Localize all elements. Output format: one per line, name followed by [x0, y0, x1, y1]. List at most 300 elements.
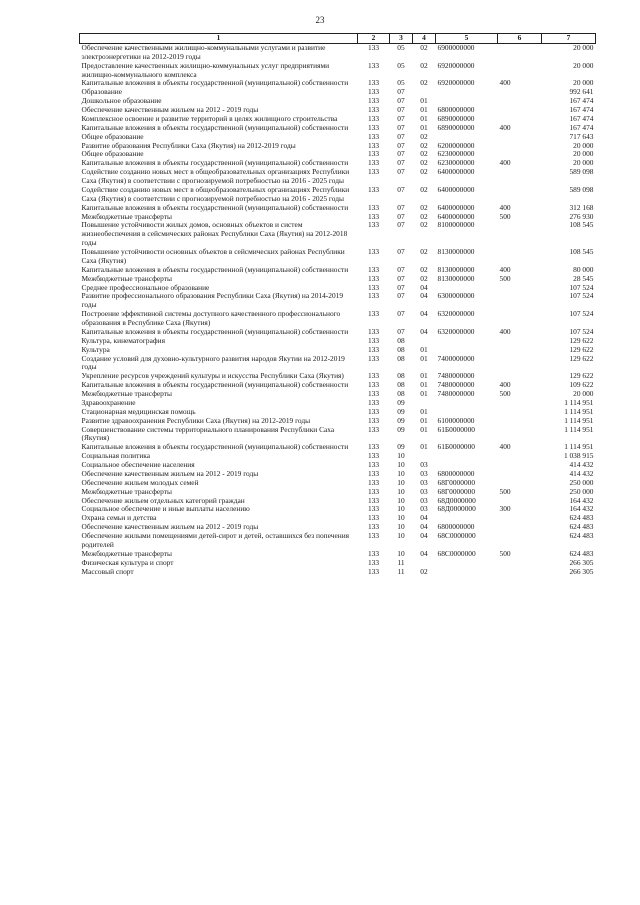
column-header: 6 [498, 34, 542, 44]
row-section-code: 11 [397, 557, 405, 567]
row-description: Стационарная медицинская помощь [81, 406, 196, 416]
row-section-code: 10 [397, 513, 405, 523]
row-amount: 164 432 [569, 495, 594, 505]
row-target-article: 68С0000000 [437, 531, 476, 540]
row-subsection-code: 03 [420, 477, 428, 487]
row-target-article [436, 452, 498, 461]
row-subsection-code: 01 [420, 442, 428, 452]
row-expense-type [498, 310, 542, 328]
row-section-code: 08 [397, 344, 405, 354]
row-subsection-code: 03 [420, 486, 428, 496]
row-expense-type [498, 106, 542, 115]
row-description: Обеспечение качественными жилищно-коммунальными услугами и развитие электроэнергетики на 2012-2019 годы [81, 42, 326, 61]
row-ministry-code: 133 [367, 326, 380, 336]
table-row [80, 532, 596, 550]
row-target-article: 6100000000 [437, 415, 475, 425]
row-description: Обеспечение качественным жильем на 2012 - 2019 годы [81, 105, 259, 114]
row-expense-type [498, 461, 542, 470]
row-subsection-code: 02 [420, 273, 428, 283]
row-subsection-code: 02 [420, 131, 428, 141]
row-description: Капитальные вложения в объекты государственной (муниципальной) собственности [81, 202, 349, 212]
table-row [80, 43, 596, 61]
row-ministry-code: 133 [367, 460, 380, 469]
row-amount: 20 000 [573, 42, 594, 52]
row-subsection-code: 02 [420, 247, 428, 256]
row-amount: 20 000 [573, 389, 594, 398]
page-number: 23 [315, 15, 325, 25]
row-amount: 129 622 [569, 335, 594, 345]
row-section-code: 07 [397, 122, 405, 132]
row-ministry-code: 133 [367, 149, 380, 159]
row-subsection-code: 02 [420, 60, 428, 70]
header-row [80, 34, 596, 44]
row-ministry-code: 133 [367, 451, 380, 461]
row-amount: 717 643 [569, 131, 594, 141]
row-description: Развитие профессионального образования Республики Саха (Якутия) на 2014-2019 годы [81, 291, 344, 310]
row-subsection-code: 02 [420, 264, 428, 274]
row-amount: 1 114 951 [564, 424, 594, 434]
row-ministry-code: 133 [367, 96, 380, 106]
row-ministry-code: 133 [367, 486, 380, 496]
row-section-code: 10 [397, 451, 405, 461]
table-row [80, 221, 596, 248]
row-target-article [436, 399, 498, 408]
row-target-article: 6890000000 [437, 122, 475, 132]
row-target-article: 6920000000 [437, 60, 475, 70]
row-section-code: 11 [397, 566, 405, 576]
row-amount: 80 000 [573, 264, 594, 274]
row-section-code: 10 [397, 477, 405, 487]
row-ministry-code: 133 [367, 531, 380, 540]
row-description: Обеспечение качественным жильем на 2012 - 2019 годы [81, 468, 259, 478]
row-description: Повышение устойчивости основных объектов в сейсмических районах Республики Саха (Якутия) [81, 247, 345, 265]
row-ministry-code: 133 [367, 344, 380, 354]
row-description: Межбюджетные трансферты [81, 389, 172, 398]
row-expense-type [498, 43, 542, 61]
row-description: Капитальные вложения в объекты государственной (муниципальной) собственности [81, 442, 349, 452]
row-expense-type: 400 [499, 326, 511, 336]
row-subsection-code: 03 [420, 460, 428, 469]
row-expense-type: 500 [499, 548, 511, 558]
row-amount: 1 114 951 [564, 406, 594, 416]
row-amount: 109 622 [569, 380, 594, 390]
row-subsection-code: 01 [420, 96, 428, 106]
row-description: Социальное обеспечение населения [81, 460, 195, 469]
row-description: Предоставление качественных жилищно-коммунальных услуг предприятиями жилищно-коммунального комплекса [81, 60, 330, 79]
row-amount: 107 524 [569, 291, 594, 301]
row-target-article: 8130000000 [437, 273, 475, 283]
table-row [80, 390, 596, 399]
row-target-article: 61Б0000000 [437, 442, 476, 452]
row-ministry-code: 133 [367, 247, 380, 256]
row-amount: 20 000 [573, 60, 594, 70]
row-amount: 167 474 [569, 122, 594, 132]
row-description: Совершенствование системы территориального планирования Республики Саха (Якутия) [81, 424, 335, 443]
row-amount: 624 483 [569, 548, 594, 558]
row-description: Капитальные вложения в объекты государственной (муниципальной) собственности [81, 122, 349, 132]
row-description: Капитальные вложения в объекты государственной (муниципальной) собственности [81, 264, 349, 274]
row-subsection-code: 01 [420, 122, 428, 132]
row-expense-type: 500 [499, 273, 511, 283]
row-target-article: 6400000000 [437, 202, 475, 212]
row-ministry-code: 133 [367, 371, 380, 381]
table-row [80, 142, 596, 151]
row-target-article: 6890000000 [437, 113, 475, 123]
row-amount: 107 524 [569, 326, 594, 336]
row-description: Капитальные вложения в объекты государственной (муниципальной) собственности [81, 158, 349, 168]
row-subsection-code: 04 [420, 548, 428, 558]
row-description: Развитие здравоохранения Республики Саха (Якутия) на 2012-2019 годы [81, 415, 311, 425]
row-description: Физическая культура и спорт [81, 557, 174, 567]
row-amount: 107 524 [569, 309, 594, 319]
row-ministry-code: 133 [367, 113, 380, 123]
row-section-code: 07 [397, 282, 405, 292]
row-section-code: 07 [397, 247, 405, 256]
row-amount: 1 114 951 [564, 397, 594, 407]
row-ministry-code: 133 [367, 557, 380, 567]
row-section-code: 08 [397, 335, 405, 345]
row-target-article: 68Г0000000 [437, 486, 476, 496]
row-section-code: 07 [397, 326, 405, 336]
row-description: Культура [81, 344, 110, 354]
row-section-code: 09 [397, 415, 405, 425]
row-subsection-code: 03 [420, 468, 428, 478]
row-subsection-code: 03 [420, 495, 428, 505]
row-description: Построение эффективной системы доступного качественного профессионального образования в Республике Саха (Якутия) [81, 309, 341, 327]
row-ministry-code: 133 [367, 548, 380, 558]
row-section-code: 07 [397, 167, 405, 177]
row-amount: 167 474 [569, 96, 594, 106]
row-target-article: 6800000000 [437, 105, 475, 114]
row-expense-type [498, 248, 542, 266]
row-ministry-code: 133 [367, 477, 380, 487]
row-target-article: 68С0000000 [437, 548, 476, 558]
row-amount: 414 432 [569, 468, 594, 478]
row-subsection-code: 02 [420, 211, 428, 221]
row-target-article: 7480000000 [437, 389, 475, 398]
row-description: Повышение устойчивости жилых домов, основных объектов и систем жизнеобеспечения в сейсмических районах Республики Саха (Якутия) на 2012-2018 годы [81, 220, 348, 248]
row-section-code: 07 [397, 202, 405, 212]
row-amount: 129 622 [569, 371, 594, 381]
row-expense-type: 500 [499, 211, 511, 221]
row-ministry-code: 133 [367, 184, 380, 194]
row-expense-type [498, 221, 542, 248]
row-description: Капитальные вложения в объекты государственной (муниципальной) собственности [81, 326, 349, 336]
row-description: Капитальные вложения в объекты государственной (муниципальной) собственности [81, 78, 349, 88]
row-subsection-code: 01 [420, 415, 428, 425]
row-target-article: 68Д0000000 [437, 495, 476, 505]
row-target-article [436, 88, 498, 97]
row-section-code: 07 [397, 309, 405, 319]
row-amount: 276 930 [569, 211, 594, 221]
row-description: Комплексное освоение и развитие территорий в целях жилищного строительства [81, 113, 338, 123]
row-amount: 266 305 [569, 557, 594, 567]
row-section-code: 10 [397, 531, 405, 540]
row-subsection-code: 04 [420, 291, 428, 301]
row-description: Межбюджетные трансферты [81, 273, 172, 283]
row-target-article [436, 568, 498, 577]
row-target-article: 6320000000 [437, 326, 475, 336]
row-target-article: 6300000000 [437, 291, 475, 301]
row-amount: 1 114 951 [564, 442, 594, 452]
column-header: 3 [390, 34, 413, 44]
table-row [80, 292, 596, 310]
row-subsection-code: 02 [420, 220, 428, 230]
table-row [80, 186, 596, 204]
row-ministry-code: 133 [367, 264, 380, 274]
row-section-code: 10 [397, 468, 405, 478]
row-target-article: 6800000000 [437, 522, 475, 532]
row-expense-type [498, 97, 542, 106]
row-section-code: 07 [397, 211, 405, 221]
row-subsection-code: 02 [420, 78, 428, 88]
row-ministry-code: 133 [367, 202, 380, 212]
row-subsection-code: 02 [420, 167, 428, 177]
row-amount: 28 545 [573, 273, 594, 283]
row-target-article [436, 337, 498, 346]
row-expense-type [498, 88, 542, 97]
row-ministry-code: 133 [367, 513, 380, 523]
row-amount: 20 000 [573, 149, 594, 159]
row-ministry-code: 133 [367, 158, 380, 168]
budget-table [79, 33, 596, 576]
row-subsection-code: 01 [420, 371, 428, 381]
table-row [80, 559, 596, 568]
row-description: Развитие образования Республики Саха (Якутия) на 2012-2019 годы [81, 140, 296, 150]
row-description: Создание условий для духовно-культурного развития народов Якутии на 2012-2019 годы [81, 353, 345, 372]
row-section-code: 07 [397, 131, 405, 141]
row-section-code: 05 [397, 78, 405, 88]
row-expense-type: 400 [499, 380, 511, 390]
row-subsection-code: 02 [420, 149, 428, 159]
row-ministry-code: 133 [367, 442, 380, 452]
row-ministry-code: 133 [367, 131, 380, 141]
row-expense-type [498, 408, 542, 417]
row-target-article: 61Б0000000 [437, 424, 476, 434]
row-target-article: 6320000000 [437, 309, 475, 319]
row-section-code: 07 [397, 264, 405, 274]
row-expense-type: 400 [499, 202, 511, 212]
row-ministry-code: 133 [367, 335, 380, 345]
row-section-code: 07 [397, 140, 405, 150]
row-section-code: 05 [397, 60, 405, 70]
row-section-code: 10 [397, 460, 405, 469]
row-section-code: 09 [397, 442, 405, 452]
row-expense-type [498, 470, 542, 479]
table-row [80, 62, 596, 80]
row-subsection-code: 02 [420, 202, 428, 212]
row-amount: 164 432 [569, 504, 594, 514]
row-subsection-code: 03 [420, 504, 428, 514]
row-ministry-code: 133 [367, 140, 380, 150]
row-expense-type [498, 568, 542, 577]
row-expense-type [498, 62, 542, 80]
column-header: 2 [358, 34, 390, 44]
row-subsection-code: 01 [420, 406, 428, 416]
row-section-code: 07 [397, 184, 405, 194]
row-subsection-code: 02 [420, 42, 428, 52]
column-header: 1 [80, 34, 358, 44]
row-expense-type [498, 142, 542, 151]
row-ministry-code: 133 [367, 273, 380, 283]
row-target-article: 7400000000 [437, 353, 475, 363]
row-ministry-code: 133 [367, 291, 380, 301]
table-row [80, 310, 596, 328]
row-subsection-code: 04 [420, 522, 428, 532]
row-subsection-code: 02 [420, 566, 428, 576]
row-subsection-code: 01 [420, 113, 428, 123]
row-subsection-code: 01 [420, 353, 428, 363]
row-ministry-code: 133 [367, 406, 380, 416]
row-expense-type [498, 514, 542, 523]
row-ministry-code: 133 [367, 397, 380, 407]
row-section-code: 07 [397, 149, 405, 159]
row-amount: 624 483 [569, 513, 594, 523]
row-expense-type [498, 426, 542, 444]
row-section-code: 10 [397, 495, 405, 505]
row-amount: 312 168 [569, 202, 594, 212]
row-expense-type [498, 186, 542, 204]
row-expense-type [498, 284, 542, 293]
row-expense-type [498, 399, 542, 408]
row-ministry-code: 133 [367, 78, 380, 88]
row-description: Межбюджетные трансферты [81, 548, 172, 558]
row-description: Охрана семьи и детства [81, 513, 157, 523]
table-body [80, 43, 596, 576]
row-description: Обеспечение жильем молодых семей [81, 477, 199, 487]
row-subsection-code: 02 [420, 184, 428, 194]
row-amount: 167 474 [569, 113, 594, 123]
row-subsection-code: 04 [420, 531, 428, 540]
row-expense-type [498, 532, 542, 550]
row-subsection-code: 01 [420, 389, 428, 398]
row-amount: 414 432 [569, 460, 594, 469]
row-section-code: 10 [397, 486, 405, 496]
row-ministry-code: 133 [367, 353, 380, 363]
row-amount: 992 641 [569, 87, 594, 97]
table-row [80, 248, 596, 266]
row-ministry-code: 133 [367, 495, 380, 505]
row-amount: 1 114 951 [564, 415, 594, 425]
row-ministry-code: 133 [367, 211, 380, 221]
table-row [80, 337, 596, 346]
table-row [80, 426, 596, 444]
row-description: Обеспечение качественным жильем на 2012 - 2019 годы [81, 522, 259, 532]
row-section-code: 08 [397, 371, 405, 381]
row-expense-type [498, 452, 542, 461]
row-amount: 20 000 [573, 78, 594, 88]
table-row [80, 355, 596, 373]
column-header: 7 [542, 34, 596, 44]
row-subsection-code: 02 [420, 158, 428, 168]
row-target-article: 6230000000 [437, 149, 475, 159]
row-description: Содействие созданию новых мест в общеобразовательных организациях Республики Саха (Якутия) в соответствии с прогнозируемой потребностью на 2016 - 2025 годы [81, 167, 350, 185]
row-target-article: 8130000000 [437, 264, 475, 274]
row-description: Межбюджетные трансферты [81, 486, 172, 496]
row-amount: 129 622 [569, 353, 594, 363]
row-expense-type: 400 [499, 158, 511, 168]
row-subsection-code: 04 [420, 282, 428, 292]
row-expense-type [498, 292, 542, 310]
row-expense-type [498, 417, 542, 426]
row-description: Социальное обеспечение и иные выплаты населению [81, 504, 250, 514]
row-amount: 107 524 [569, 282, 594, 292]
row-expense-type [498, 168, 542, 186]
row-section-code: 07 [397, 96, 405, 106]
row-subsection-code: 04 [420, 513, 428, 523]
row-target-article: 6900000000 [437, 42, 475, 52]
row-section-code: 10 [397, 522, 405, 532]
row-amount: 250 000 [569, 477, 594, 487]
row-ministry-code: 133 [367, 522, 380, 532]
row-ministry-code: 133 [367, 60, 380, 70]
row-description: Обеспечение жилыми помещениями детей-сирот и детей, оставшихся без попечения родителей [81, 531, 350, 549]
row-expense-type: 400 [499, 122, 511, 132]
row-description: Здравоохранение [81, 397, 136, 407]
row-description: Среднее профессиональное образование [81, 282, 210, 292]
row-expense-type [498, 559, 542, 568]
row-ministry-code: 133 [367, 380, 380, 390]
column-header: 5 [436, 34, 498, 44]
row-expense-type [498, 346, 542, 355]
row-amount: 250 000 [569, 486, 594, 496]
row-target-article: 7480000000 [437, 371, 475, 381]
row-target-article: 6800000000 [437, 468, 475, 478]
row-subsection-code: 01 [420, 105, 428, 114]
table-row [80, 79, 596, 88]
row-target-article: 8130000000 [437, 247, 475, 256]
row-expense-type [498, 523, 542, 532]
row-description: Обеспечение жильем отдельных категорий граждан [81, 495, 245, 505]
row-amount: 624 483 [569, 531, 594, 540]
row-target-article: 8100000000 [437, 220, 475, 230]
row-description: Социальная политика [81, 451, 151, 461]
row-ministry-code: 133 [367, 415, 380, 425]
table-row [80, 568, 596, 577]
row-amount: 108 545 [569, 220, 594, 230]
row-target-article: 6400000000 [437, 184, 475, 194]
row-description: Капитальные вложения в объекты государственной (муниципальной) собственности [81, 380, 349, 390]
row-amount: 589 098 [569, 167, 594, 177]
row-section-code: 09 [397, 397, 405, 407]
row-ministry-code: 133 [367, 87, 380, 97]
row-expense-type: 500 [499, 389, 511, 398]
row-expense-type: 400 [499, 78, 511, 88]
row-description: Укрепление ресурсов учреждений культуры и искусства Республики Саха (Якутия) [81, 371, 344, 381]
row-ministry-code: 133 [367, 468, 380, 478]
row-expense-type: 300 [499, 504, 511, 514]
row-target-article: 6920000000 [437, 78, 475, 88]
row-description: Массовый спорт [81, 566, 134, 576]
row-ministry-code: 133 [367, 389, 380, 398]
row-section-code: 07 [397, 273, 405, 283]
row-amount: 108 545 [569, 247, 594, 256]
row-ministry-code: 133 [367, 424, 380, 434]
table-row [80, 168, 596, 186]
row-ministry-code: 133 [367, 42, 380, 52]
row-description: Межбюджетные трансферты [81, 211, 172, 221]
row-description: Общее образование [81, 131, 144, 141]
row-section-code: 07 [397, 158, 405, 168]
row-target-article: 6400000000 [437, 211, 475, 221]
row-ministry-code: 133 [367, 167, 380, 177]
row-target-article: 7480000000 [437, 380, 475, 390]
row-section-code: 08 [397, 380, 405, 390]
row-section-code: 09 [397, 424, 405, 434]
row-section-code: 07 [397, 220, 405, 230]
row-ministry-code: 133 [367, 122, 380, 132]
row-expense-type: 400 [499, 264, 511, 274]
